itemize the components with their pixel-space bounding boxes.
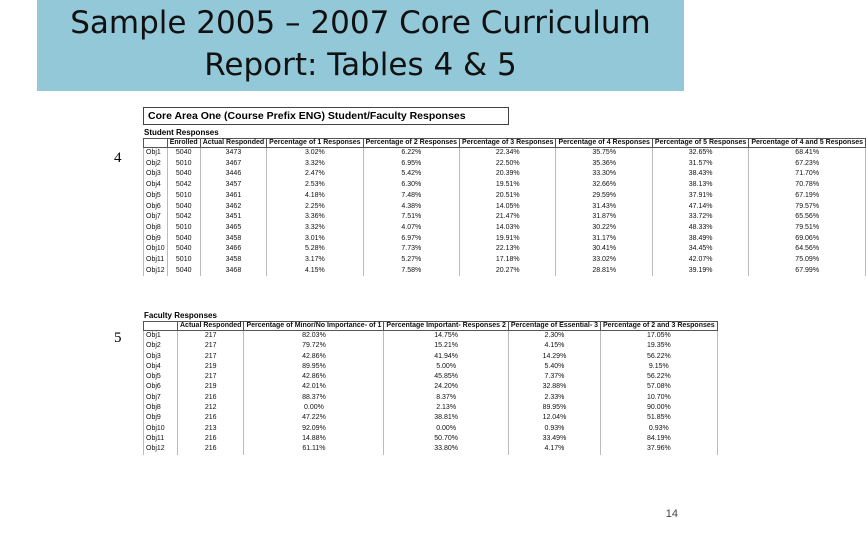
table-cell: 33.80% [384,444,508,454]
table-cell: 5.27% [363,255,459,266]
table-cell: 5.42% [363,169,459,180]
table-cell: 47.22% [244,413,384,423]
table-cell: 29.59% [556,191,652,202]
table-cell: 5040 [167,148,200,159]
table-cell: 71.70% [749,169,866,180]
table-cell: 2.33% [508,393,600,403]
table-row [144,393,718,403]
table-cell: 89.95% [244,362,384,372]
page-number: 14 [665,508,678,520]
table-cell: 42.01% [244,382,384,392]
table-cell: 82.03% [244,331,384,342]
table-cell: 20.39% [460,169,556,180]
table-row [144,362,718,372]
table-cell: 5040 [167,244,200,255]
row-label: Obj9 [144,413,178,423]
table-cell: 2.47% [267,169,363,180]
table-cell: 5042 [167,212,200,223]
table-cell: 3461 [200,191,266,202]
table-cell: 20.51% [460,191,556,202]
table-cell: 0.00% [244,403,384,413]
row-label: Obj7 [144,212,168,223]
table-cell: 79.72% [244,341,384,351]
row-label: Obj3 [144,169,168,180]
table-cell: 35.75% [556,148,652,159]
table5-header-cell [144,322,178,331]
table-cell: 3467 [200,159,266,170]
table-row [144,244,866,255]
table-cell: 48.33% [652,223,748,234]
table-cell: 31.17% [556,234,652,245]
table-cell: 17.18% [460,255,556,266]
table-cell: 34.45% [652,244,748,255]
table-row [144,341,718,351]
table-cell: 33.49% [508,434,600,444]
table-cell: 45.85% [384,372,508,382]
table-cell: 3.01% [267,234,363,245]
table-cell: 19.91% [460,234,556,245]
table-cell: 216 [178,434,244,444]
row-label: Obj10 [144,424,178,434]
table-cell: 217 [178,352,244,362]
row-label: Obj2 [144,341,178,351]
table-cell: 213 [178,424,244,434]
table-cell: 38.13% [652,180,748,191]
table-cell: 0.93% [508,424,600,434]
table-row [144,255,866,266]
table-cell: 30.22% [556,223,652,234]
table-cell: 79.57% [749,202,866,213]
table-cell: 88.37% [244,393,384,403]
table-cell: 7.58% [363,266,459,277]
table-cell: 0.00% [384,424,508,434]
table-4-title: Core Area One (Course Prefix ENG) Student/Faculty Responses [143,107,509,125]
table-cell: 219 [178,362,244,372]
table-cell: 57.08% [601,382,718,392]
table-row [144,424,718,434]
table-cell: 56.22% [601,372,718,382]
table-cell: 37.91% [652,191,748,202]
table5-header-cell: Percentage of Minor/No Importance- of 1 [244,322,384,331]
table-cell: 4.15% [508,341,600,351]
table4-header-cell: Percentage of 2 Responses [363,139,459,148]
table-cell: 3.32% [267,223,363,234]
table-cell: 3462 [200,202,266,213]
table-cell: 42.86% [244,372,384,382]
slide-title-line-1: Sample 2005 – 2007 Core Curriculum [70,5,651,41]
table-cell: 31.43% [556,202,652,213]
table-5-header-row [144,322,718,331]
table-cell: 4.18% [267,191,363,202]
table-cell: 6.22% [363,148,459,159]
table-cell: 216 [178,393,244,403]
table-cell: 19.35% [601,341,718,351]
table4-header-cell: Enrolled [167,139,200,148]
table-cell: 5010 [167,223,200,234]
table-row [144,372,718,382]
table-cell: 28.81% [556,266,652,277]
table-cell: 14.29% [508,352,600,362]
table-cell: 15.21% [384,341,508,351]
table-cell: 33.30% [556,169,652,180]
table-cell: 42.07% [652,255,748,266]
row-label: Obj9 [144,234,168,245]
table-cell: 19.51% [460,180,556,191]
table-cell: 3.36% [267,212,363,223]
table-cell: 3.32% [267,159,363,170]
table-cell: 56.22% [601,352,718,362]
table5-header-cell: Percentage of Essential- 3 [508,322,600,331]
table-cell: 32.66% [556,180,652,191]
slide-title-line-2: Report: Tables 4 & 5 [204,47,517,83]
table-5-label: 5 [114,330,122,346]
row-label: Obj7 [144,393,178,403]
table4-header-cell: Actual Responded [200,139,266,148]
table-row [144,169,866,180]
table5-header-cell: Percentage Important- Responses 2 [384,322,508,331]
table-cell: 51.85% [601,413,718,423]
table-cell: 3451 [200,212,266,223]
table-row [144,202,866,213]
row-label: Obj8 [144,223,168,234]
row-label: Obj12 [144,444,178,454]
table-cell: 67.99% [749,266,866,277]
table-cell: 67.23% [749,159,866,170]
table-row [144,266,866,277]
table-cell: 50.70% [384,434,508,444]
row-label: Obj1 [144,148,168,159]
table-cell: 35.36% [556,159,652,170]
table-cell: 75.09% [749,255,866,266]
table-cell: 90.00% [601,403,718,413]
row-label: Obj12 [144,266,168,277]
table-cell: 5040 [167,202,200,213]
table-cell: 217 [178,341,244,351]
table-4-header-row [144,139,866,148]
table-row [144,382,718,392]
table-cell: 38.43% [652,169,748,180]
table-cell: 10.70% [601,393,718,403]
table-cell: 37.96% [601,444,718,454]
table-row [144,331,718,342]
table-cell: 33.72% [652,212,748,223]
table-cell: 17.05% [601,331,718,342]
row-label: Obj4 [144,362,178,372]
table4-header-cell: Percentage of 4 and 5 Responses [749,139,866,148]
table-cell: 4.38% [363,202,459,213]
table-row [144,403,718,413]
row-label: Obj1 [144,331,178,342]
table-cell: 89.95% [508,403,600,413]
table-cell: 21.47% [460,212,556,223]
row-label: Obj11 [144,434,178,444]
row-label: Obj2 [144,159,168,170]
table-cell: 5040 [167,169,200,180]
table-cell: 84.19% [601,434,718,444]
table-cell: 3446 [200,169,266,180]
table-cell: 4.17% [508,444,600,454]
table-cell: 22.13% [460,244,556,255]
table-cell: 3458 [200,255,266,266]
row-label: Obj8 [144,403,178,413]
table-cell: 41.94% [384,352,508,362]
table4-header-cell [144,139,168,148]
row-label: Obj5 [144,191,168,202]
table-cell: 7.51% [363,212,459,223]
table5-header-cell: Percentage of 2 and 3 Responses [601,322,718,331]
table-cell: 3473 [200,148,266,159]
table-cell: 68.41% [749,148,866,159]
table-cell: 5040 [167,234,200,245]
table-cell: 5.28% [267,244,363,255]
row-label: Obj6 [144,202,168,213]
table-cell: 3.17% [267,255,363,266]
row-label: Obj4 [144,180,168,191]
table-cell: 38.81% [384,413,508,423]
table-cell: 3.02% [267,148,363,159]
table-cell: 33.02% [556,255,652,266]
table-row [144,434,718,444]
table-cell: 22.34% [460,148,556,159]
table-cell: 20.27% [460,266,556,277]
row-label: Obj5 [144,372,178,382]
table-cell: 31.87% [556,212,652,223]
table-cell: 219 [178,382,244,392]
table-row [144,234,866,245]
table-cell: 14.88% [244,434,384,444]
table-row [144,352,718,362]
table-cell: 39.19% [652,266,748,277]
table-cell: 38.49% [652,234,748,245]
table-cell: 7.73% [363,244,459,255]
row-label: Obj10 [144,244,168,255]
table-cell: 217 [178,331,244,342]
table-cell: 7.37% [508,372,600,382]
table-cell: 4.15% [267,266,363,277]
table-cell: 67.19% [749,191,866,202]
table-row [144,148,866,159]
table-4-grid [143,138,866,276]
table-cell: 69.06% [749,234,866,245]
table-cell: 31.57% [652,159,748,170]
table-cell: 2.53% [267,180,363,191]
table-cell: 22.50% [460,159,556,170]
table-cell: 5042 [167,180,200,191]
table-cell: 12.04% [508,413,600,423]
table4-header-cell: Percentage of 3 Responses [460,139,556,148]
table-cell: 2.30% [508,331,600,342]
table-cell: 47.14% [652,202,748,213]
table-cell: 14.05% [460,202,556,213]
table-cell: 70.78% [749,180,866,191]
table-5 [143,309,718,455]
table-cell: 216 [178,413,244,423]
table-cell: 5010 [167,159,200,170]
table-cell: 14.03% [460,223,556,234]
table-row [144,444,718,454]
table-row [144,191,866,202]
table-cell: 24.20% [384,382,508,392]
table-cell: 30.41% [556,244,652,255]
table-row [144,413,718,423]
table-row [144,223,866,234]
table-cell: 65.56% [749,212,866,223]
table-cell: 8.37% [384,393,508,403]
table-cell: 5010 [167,191,200,202]
table-cell: 5040 [167,266,200,277]
table-cell: 6.30% [363,180,459,191]
table4-header-cell: Percentage of 1 Responses [267,139,363,148]
table-cell: 2.13% [384,403,508,413]
table-cell: 4.07% [363,223,459,234]
slide-title [37,0,684,91]
table-4-label: 4 [114,150,122,166]
table-cell: 2.25% [267,202,363,213]
table-cell: 14.75% [384,331,508,342]
table-cell: 7.48% [363,191,459,202]
table-5-grid [143,321,718,455]
table-cell: 3468 [200,266,266,277]
table-cell: 0.93% [601,424,718,434]
table-row [144,159,866,170]
row-label: Obj3 [144,352,178,362]
table-cell: 64.56% [749,244,866,255]
table-cell: 32.88% [508,382,600,392]
row-label: Obj6 [144,382,178,392]
table4-header-cell: Percentage of 4 Responses [556,139,652,148]
table-cell: 217 [178,372,244,382]
row-label: Obj11 [144,255,168,266]
table-cell: 5.40% [508,362,600,372]
table-cell: 79.51% [749,223,866,234]
table-4-subtitle: Student Responses [144,128,219,137]
table-cell: 9.15% [601,362,718,372]
table-cell: 3458 [200,234,266,245]
table-cell: 5.00% [384,362,508,372]
table5-header-cell: Actual Responded [178,322,244,331]
table-cell: 212 [178,403,244,413]
table4-header-cell: Percentage of 5 Responses [652,139,748,148]
table-cell: 92.09% [244,424,384,434]
table-cell: 6.97% [363,234,459,245]
table-cell: 42.86% [244,352,384,362]
table-4 [143,107,866,276]
table-cell: 32.65% [652,148,748,159]
table-5-subtitle: Faculty Responses [144,311,217,320]
table-cell: 3457 [200,180,266,191]
table-cell: 61.11% [244,444,384,454]
table-cell: 6.95% [363,159,459,170]
table-cell: 3466 [200,244,266,255]
table-cell: 216 [178,444,244,454]
table-row [144,180,866,191]
table-cell: 3465 [200,223,266,234]
table-row [144,212,866,223]
table-cell: 5010 [167,255,200,266]
